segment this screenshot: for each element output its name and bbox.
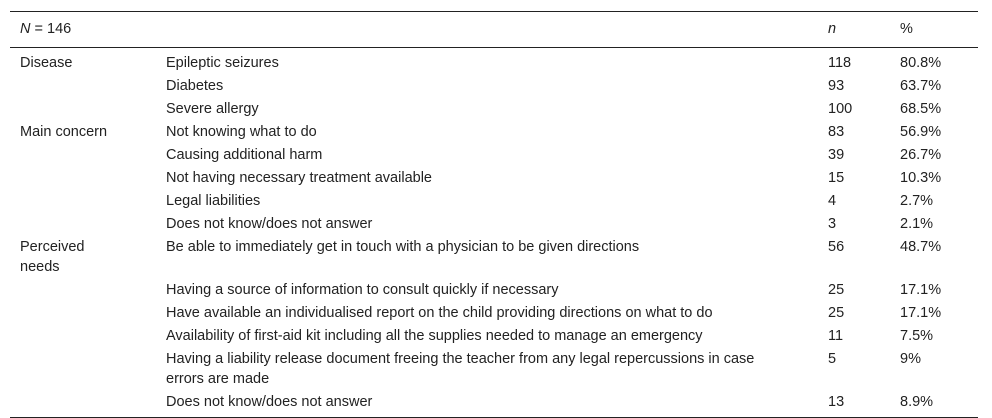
table-header <box>10 12 978 48</box>
data-table <box>10 11 978 418</box>
row-n: 25 <box>828 305 845 321</box>
row-item: Have available an individualised report on the child providing directions on what to do <box>166 305 713 321</box>
row-group <box>10 391 156 418</box>
header-n-symbol: N <box>20 21 31 37</box>
row-n: 5 <box>828 351 837 367</box>
row-n: 3 <box>828 216 837 232</box>
row-pct: 9% <box>900 351 921 367</box>
row-item: Having a source of information to consult quickly if necessary <box>166 282 559 298</box>
row-item: Does not know/does not answer <box>156 391 828 418</box>
row-n: 39 <box>828 147 845 163</box>
row-n: 13 <box>828 391 900 418</box>
header-sample-size <box>10 12 828 48</box>
row-group <box>10 325 156 348</box>
row-pct: 48.7% <box>900 239 942 255</box>
row-pct: 17.1% <box>900 305 942 321</box>
header-col-n: n <box>828 12 900 48</box>
row-item: Epileptic seizures <box>166 55 279 71</box>
row-item: Be able to immediately get in touch with a physician to be given directions <box>166 239 640 255</box>
row-pct: 2.7% <box>900 193 934 209</box>
table-row <box>10 391 978 418</box>
row-n: 4 <box>828 193 837 209</box>
table-row <box>10 325 978 348</box>
row-group <box>10 213 156 236</box>
data-table-container <box>10 11 978 418</box>
row-n: 83 <box>828 124 845 140</box>
row-pct: 80.8% <box>900 55 942 71</box>
table-row <box>10 190 978 213</box>
row-group <box>10 144 156 167</box>
row-n: 15 <box>828 170 845 186</box>
header-row <box>10 12 978 48</box>
table-row <box>10 302 978 325</box>
row-group: Disease <box>20 55 73 71</box>
header-n-value: = 146 <box>30 21 72 37</box>
row-item: Having a liability release document freeing the teacher from any legal repercussions in case errors are made <box>166 351 755 387</box>
row-pct: 8.9% <box>900 391 978 418</box>
row-group <box>10 279 156 302</box>
table-row <box>10 121 978 144</box>
row-n: 93 <box>828 78 845 94</box>
table-row <box>10 236 978 279</box>
row-item: Not knowing what to do <box>166 124 317 140</box>
row-n: 11 <box>828 328 844 344</box>
table-row <box>10 213 978 236</box>
row-group <box>10 98 156 121</box>
row-group <box>10 75 156 98</box>
row-item: Availability of first-aid kit including all the supplies needed to manage an emergency <box>166 328 703 344</box>
row-pct: 26.7% <box>900 147 942 163</box>
row-group: Perceived needs <box>20 239 85 275</box>
table-row <box>10 144 978 167</box>
row-n: 25 <box>828 282 845 298</box>
header-col-pct: % <box>900 12 978 48</box>
table-body <box>10 48 978 418</box>
row-item: Severe allergy <box>166 101 259 117</box>
row-pct: 63.7% <box>900 78 942 94</box>
row-item: Does not know/does not answer <box>166 216 373 232</box>
row-pct: 10.3% <box>900 170 942 186</box>
row-group <box>10 167 156 190</box>
table-row <box>10 48 978 76</box>
row-item: Diabetes <box>166 78 224 94</box>
row-item: Causing additional harm <box>166 147 323 163</box>
row-n: 56 <box>828 239 845 255</box>
row-group <box>10 348 156 391</box>
table-row <box>10 75 978 98</box>
row-pct: 17.1% <box>900 282 942 298</box>
row-group <box>10 302 156 325</box>
row-pct: 7.5% <box>900 328 934 344</box>
table-row <box>10 167 978 190</box>
row-item: Not having necessary treatment available <box>166 170 432 186</box>
row-pct: 2.1% <box>900 216 934 232</box>
table-row <box>10 98 978 121</box>
row-item: Legal liabilities <box>166 193 261 209</box>
row-pct: 68.5% <box>900 101 942 117</box>
row-group: Main concern <box>20 124 108 140</box>
table-row <box>10 348 978 391</box>
table-row <box>10 279 978 302</box>
row-group <box>10 190 156 213</box>
row-n: 118 <box>828 55 852 71</box>
row-n: 100 <box>828 101 853 117</box>
row-pct: 56.9% <box>900 124 942 140</box>
